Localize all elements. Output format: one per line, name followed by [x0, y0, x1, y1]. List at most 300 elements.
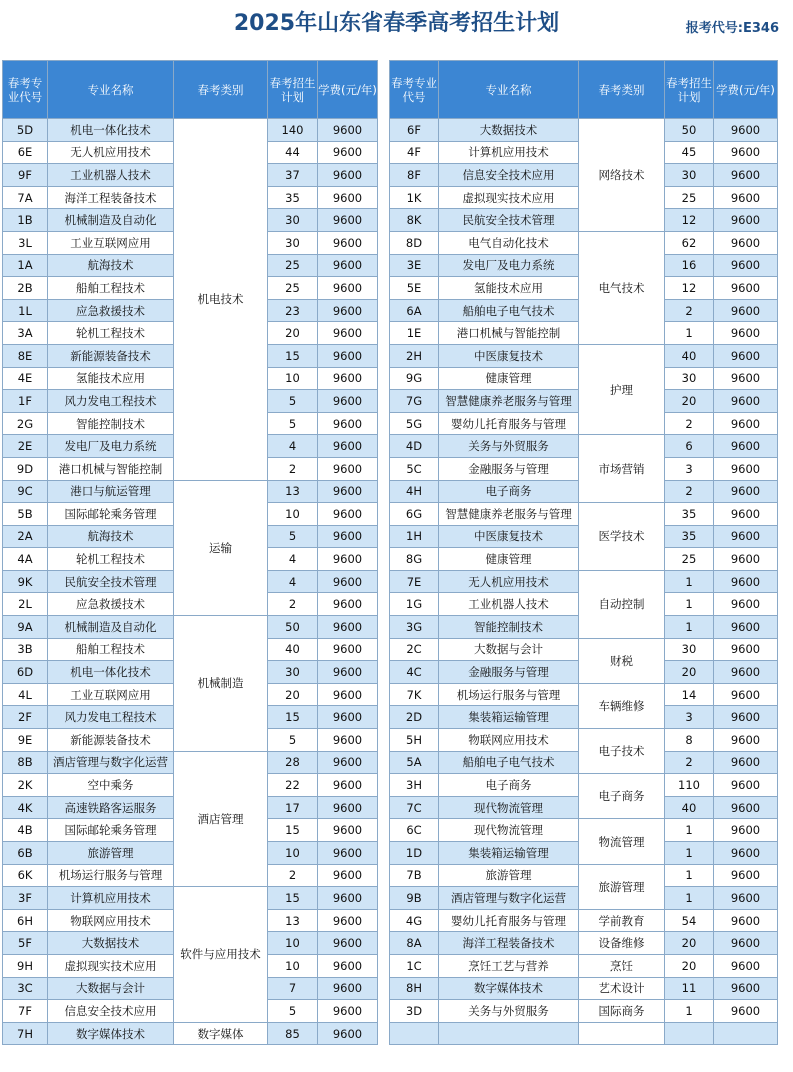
plan-count-cell: 37	[268, 164, 318, 187]
tuition-cell: 9600	[318, 299, 378, 322]
major-name-cell: 金融服务与管理	[439, 457, 579, 480]
tuition-cell: 9600	[318, 277, 378, 300]
plan-count-cell: 35	[665, 525, 714, 548]
major-code-cell: 6K	[3, 864, 48, 887]
tuition-cell: 9600	[318, 457, 378, 480]
major-code-cell: 2H	[390, 344, 439, 367]
tuition-cell: 9600	[318, 435, 378, 458]
plan-count-cell: 4	[268, 435, 318, 458]
tuition-cell: 9600	[714, 186, 778, 209]
major-name-cell: 大数据与会计	[439, 638, 579, 661]
major-name-cell: 信息安全技术应用	[48, 1000, 174, 1023]
tuition-cell: 9600	[318, 638, 378, 661]
category-cell: 国际商务	[579, 1000, 665, 1023]
plan-count-cell: 140	[268, 119, 318, 142]
tuition-cell: 9600	[714, 322, 778, 345]
plan-count-cell: 62	[665, 231, 714, 254]
header-fee: 学费(元/年)	[714, 61, 778, 119]
category-cell: 机械制造	[174, 616, 268, 752]
table-row	[3, 751, 378, 774]
tuition-cell: 9600	[714, 1000, 778, 1023]
plan-count-cell: 1	[665, 1000, 714, 1023]
major-name-cell: 机场运行服务与管理	[48, 864, 174, 887]
plan-count-cell: 2	[665, 299, 714, 322]
tuition-cell: 9600	[318, 842, 378, 865]
major-code-cell: 1H	[390, 525, 439, 548]
tuition-cell: 9600	[714, 164, 778, 187]
header-category: 春考类别	[579, 61, 665, 119]
header-plan: 春考招生计划	[268, 61, 318, 119]
plan-count-cell: 6	[665, 435, 714, 458]
category-cell: 电气技术	[579, 231, 665, 344]
major-name-cell: 中医康复技术	[439, 344, 579, 367]
table-row	[390, 909, 778, 932]
category-cell: 运输	[174, 480, 268, 616]
category-cell: 电子技术	[579, 729, 665, 774]
major-code-cell: 8B	[3, 751, 48, 774]
tuition-cell: 9600	[714, 864, 778, 887]
major-name-cell: 工业机器人技术	[439, 593, 579, 616]
major-code-cell: 7C	[390, 796, 439, 819]
major-code-cell: 4K	[3, 796, 48, 819]
major-name-cell: 新能源装备技术	[48, 729, 174, 752]
major-name-cell: 婴幼儿托育服务与管理	[439, 909, 579, 932]
major-name-cell: 虚拟现实技术应用	[439, 186, 579, 209]
tuition-cell: 9600	[318, 525, 378, 548]
major-code-cell: 5B	[3, 503, 48, 526]
plan-count-cell: 8	[665, 729, 714, 752]
major-name-cell: 机场运行服务与管理	[439, 683, 579, 706]
major-code-cell: 2D	[390, 706, 439, 729]
plan-count-cell: 30	[665, 164, 714, 187]
tuition-cell: 9600	[318, 141, 378, 164]
tuition-cell: 9600	[318, 932, 378, 955]
major-name-cell: 港口机械与智能控制	[48, 457, 174, 480]
header-row	[3, 61, 378, 119]
plan-count-cell: 35	[268, 186, 318, 209]
plan-count-cell: 5	[268, 525, 318, 548]
tuition-cell: 9600	[318, 390, 378, 413]
tuition-cell: 9600	[714, 435, 778, 458]
major-name-cell: 发电厂及电力系统	[439, 254, 579, 277]
right-plan-table	[389, 60, 778, 1045]
tuition-cell: 9600	[714, 254, 778, 277]
major-code-cell: 7E	[390, 570, 439, 593]
tuition-cell: 9600	[714, 796, 778, 819]
plan-count-cell: 3	[665, 457, 714, 480]
major-code-cell: 3H	[390, 774, 439, 797]
plan-count-cell: 20	[268, 683, 318, 706]
tuition-cell: 9600	[714, 457, 778, 480]
major-name-cell: 虚拟现实技术应用	[48, 954, 174, 977]
major-code-cell: 5D	[3, 119, 48, 142]
plan-count-cell: 1	[665, 864, 714, 887]
tuition-cell: 9600	[318, 864, 378, 887]
plan-count-cell: 45	[665, 141, 714, 164]
major-name-cell: 国际邮轮乘务管理	[48, 819, 174, 842]
major-name-cell: 电子商务	[439, 480, 579, 503]
major-name-cell: 航海技术	[48, 525, 174, 548]
plan-count-cell: 23	[268, 299, 318, 322]
tuition-cell: 9600	[714, 119, 778, 142]
major-code-cell: 2B	[3, 277, 48, 300]
plan-count-cell: 14	[665, 683, 714, 706]
table-row	[390, 119, 778, 142]
major-name-cell: 风力发电工程技术	[48, 390, 174, 413]
tuition-cell: 9600	[714, 616, 778, 639]
major-code-cell	[390, 1022, 439, 1045]
major-name-cell: 婴幼儿托育服务与管理	[439, 412, 579, 435]
tuition-cell: 9600	[714, 503, 778, 526]
major-name-cell: 酒店管理与数字化运营	[439, 887, 579, 910]
tuition-cell: 9600	[318, 322, 378, 345]
plan-count-cell: 1	[665, 616, 714, 639]
major-code-cell: 6B	[3, 842, 48, 865]
header-code: 春考专业代号	[3, 61, 48, 119]
tuition-cell: 9600	[714, 593, 778, 616]
major-code-cell: 7G	[390, 390, 439, 413]
major-code-cell: 8A	[390, 932, 439, 955]
major-name-cell: 船舶工程技术	[48, 638, 174, 661]
major-code-cell: 9F	[3, 164, 48, 187]
major-name-cell: 海洋工程装备技术	[439, 932, 579, 955]
major-code-cell: 2K	[3, 774, 48, 797]
major-code-cell: 8H	[390, 977, 439, 1000]
major-code-cell: 3C	[3, 977, 48, 1000]
plan-count-cell: 25	[665, 186, 714, 209]
header-major: 专业名称	[439, 61, 579, 119]
major-name-cell: 国际邮轮乘务管理	[48, 503, 174, 526]
plan-count-cell: 15	[268, 819, 318, 842]
tuition-cell: 9600	[318, 254, 378, 277]
major-name-cell: 智慧健康养老服务与管理	[439, 390, 579, 413]
plan-count-cell: 2	[268, 457, 318, 480]
major-code-cell: 4C	[390, 661, 439, 684]
tuition-cell: 9600	[318, 887, 378, 910]
plan-count-cell: 30	[268, 209, 318, 232]
plan-count-cell: 11	[665, 977, 714, 1000]
major-code-cell: 6H	[3, 909, 48, 932]
major-code-cell: 1K	[390, 186, 439, 209]
tuition-cell: 9600	[318, 1000, 378, 1023]
major-name-cell: 高速铁路客运服务	[48, 796, 174, 819]
plan-count-cell: 44	[268, 141, 318, 164]
plan-count-cell: 25	[665, 548, 714, 571]
tuition-cell: 9600	[714, 751, 778, 774]
major-code-cell: 5G	[390, 412, 439, 435]
table-row	[390, 977, 778, 1000]
plan-count-cell: 1	[665, 322, 714, 345]
plan-count-cell: 17	[268, 796, 318, 819]
plan-count-cell: 15	[268, 706, 318, 729]
tuition-cell: 9600	[318, 480, 378, 503]
category-cell: 自动控制	[579, 570, 665, 638]
category-cell: 机电技术	[174, 119, 268, 481]
table-row	[390, 503, 778, 526]
major-code-cell: 1F	[3, 390, 48, 413]
major-name-cell: 港口与航运管理	[48, 480, 174, 503]
major-name-cell: 旅游管理	[439, 864, 579, 887]
table-row	[3, 480, 378, 503]
major-name-cell: 健康管理	[439, 548, 579, 571]
plan-count-cell: 5	[268, 729, 318, 752]
tuition-cell: 9600	[714, 977, 778, 1000]
tuition-cell: 9600	[714, 141, 778, 164]
major-name-cell: 电子商务	[439, 774, 579, 797]
major-name-cell: 物联网应用技术	[48, 909, 174, 932]
major-name-cell: 机械制造及自动化	[48, 616, 174, 639]
major-code-cell: 6A	[390, 299, 439, 322]
plan-count-cell: 28	[268, 751, 318, 774]
major-name-cell: 现代物流管理	[439, 819, 579, 842]
tuition-cell: 9600	[714, 819, 778, 842]
table-row	[390, 231, 778, 254]
tuition-cell: 9600	[318, 570, 378, 593]
tuition-cell: 9600	[714, 367, 778, 390]
major-name-cell: 机电一体化技术	[48, 661, 174, 684]
plan-count-cell: 5	[268, 412, 318, 435]
tuition-cell: 9600	[318, 412, 378, 435]
plan-count-cell: 10	[268, 503, 318, 526]
tuition-cell: 9600	[714, 638, 778, 661]
major-code-cell: 1A	[3, 254, 48, 277]
category-cell: 医学技术	[579, 503, 665, 571]
major-code-cell: 9C	[3, 480, 48, 503]
major-code-cell: 7F	[3, 1000, 48, 1023]
table-row	[3, 616, 378, 639]
tuition-cell: 9600	[714, 774, 778, 797]
major-name-cell: 烹饪工艺与营养	[439, 954, 579, 977]
category-cell: 旅游管理	[579, 864, 665, 909]
tuition-cell: 9600	[714, 209, 778, 232]
table-row	[390, 954, 778, 977]
major-code-cell: 3A	[3, 322, 48, 345]
plan-count-cell: 3	[665, 706, 714, 729]
plan-count-cell: 25	[268, 254, 318, 277]
major-code-cell: 8F	[390, 164, 439, 187]
category-cell: 车辆维修	[579, 683, 665, 728]
major-code-cell: 3D	[390, 1000, 439, 1023]
major-name-cell: 关务与外贸服务	[439, 1000, 579, 1023]
major-code-cell: 1E	[390, 322, 439, 345]
major-code-cell: 5E	[390, 277, 439, 300]
plan-count-cell: 12	[665, 277, 714, 300]
plan-count-cell: 12	[665, 209, 714, 232]
major-name-cell: 轮机工程技术	[48, 322, 174, 345]
major-name-cell: 工业互联网应用	[48, 231, 174, 254]
major-name-cell: 大数据与会计	[48, 977, 174, 1000]
tuition-cell: 9600	[318, 796, 378, 819]
category-cell: 设备维修	[579, 932, 665, 955]
plan-count-cell: 50	[665, 119, 714, 142]
plan-count-cell: 10	[268, 954, 318, 977]
tuition-cell: 9600	[714, 412, 778, 435]
header-plan: 春考招生计划	[665, 61, 714, 119]
category-cell: 学前教育	[579, 909, 665, 932]
major-name-cell: 信息安全技术应用	[439, 164, 579, 187]
table-row	[390, 1000, 778, 1023]
major-name-cell: 工业互联网应用	[48, 683, 174, 706]
table-row	[390, 729, 778, 752]
major-code-cell: 3E	[390, 254, 439, 277]
major-name-cell: 电气自动化技术	[439, 231, 579, 254]
tuition-cell: 9600	[318, 954, 378, 977]
plan-count-cell: 5	[268, 390, 318, 413]
plan-count-cell: 40	[268, 638, 318, 661]
major-code-cell: 7K	[390, 683, 439, 706]
major-name-cell: 船舶电子电气技术	[439, 299, 579, 322]
major-name-cell: 工业机器人技术	[48, 164, 174, 187]
tuition-cell: 9600	[714, 683, 778, 706]
table-row	[3, 887, 378, 910]
major-name-cell: 氢能技术应用	[439, 277, 579, 300]
plan-count-cell: 10	[268, 842, 318, 865]
tuition-cell: 9600	[318, 367, 378, 390]
table-row	[390, 638, 778, 661]
major-name-cell: 数字媒体技术	[439, 977, 579, 1000]
major-code-cell: 6D	[3, 661, 48, 684]
tuition-cell: 9600	[714, 231, 778, 254]
major-code-cell: 7A	[3, 186, 48, 209]
major-code-cell: 5F	[3, 932, 48, 955]
header-fee: 学费(元/年)	[318, 61, 378, 119]
tuition-cell: 9600	[318, 503, 378, 526]
plan-count-cell: 22	[268, 774, 318, 797]
tuition-cell: 9600	[318, 164, 378, 187]
plan-count-cell: 15	[268, 344, 318, 367]
category-cell: 艺术设计	[579, 977, 665, 1000]
major-code-cell: 5C	[390, 457, 439, 480]
tuition-cell: 9600	[318, 231, 378, 254]
major-name-cell: 关务与外贸服务	[439, 435, 579, 458]
tuition-cell: 9600	[318, 774, 378, 797]
tuition-cell: 9600	[714, 390, 778, 413]
tuition-cell: 9600	[714, 909, 778, 932]
header-row	[390, 61, 778, 119]
major-code-cell: 1C	[390, 954, 439, 977]
plan-count-cell: 40	[665, 344, 714, 367]
major-code-cell: 6C	[390, 819, 439, 842]
plan-count-cell: 4	[268, 548, 318, 571]
plan-count-cell: 30	[268, 661, 318, 684]
page-title: 2025年山东省春季高考招生计划	[233, 11, 560, 36]
major-code-cell: 8G	[390, 548, 439, 571]
table-row	[390, 932, 778, 955]
plan-count-cell: 50	[268, 616, 318, 639]
major-name-cell: 港口机械与智能控制	[439, 322, 579, 345]
major-code-cell: 4E	[3, 367, 48, 390]
table-row	[3, 1022, 378, 1045]
header-code: 春考专业代号	[390, 61, 439, 119]
plan-count-cell: 20	[665, 390, 714, 413]
tuition-cell: 9600	[714, 729, 778, 752]
major-code-cell: 9E	[3, 729, 48, 752]
major-code-cell: 7H	[3, 1022, 48, 1045]
major-name-cell: 集装箱运输管理	[439, 842, 579, 865]
major-code-cell: 2G	[3, 412, 48, 435]
plan-count-cell: 1	[665, 819, 714, 842]
tuition-cell: 9600	[714, 570, 778, 593]
major-name-cell: 现代物流管理	[439, 796, 579, 819]
major-name-cell: 大数据技术	[439, 119, 579, 142]
tuition-cell: 9600	[318, 616, 378, 639]
major-name-cell: 发电厂及电力系统	[48, 435, 174, 458]
plan-count-cell: 15	[268, 887, 318, 910]
major-name-cell: 风力发电工程技术	[48, 706, 174, 729]
table-gutter	[380, 60, 388, 1071]
major-name-cell: 空中乘务	[48, 774, 174, 797]
plan-count-cell: 5	[268, 1000, 318, 1023]
major-code-cell: 4H	[390, 480, 439, 503]
major-code-cell: 4A	[3, 548, 48, 571]
major-code-cell: 9H	[3, 954, 48, 977]
major-name-cell: 健康管理	[439, 367, 579, 390]
category-cell: 烹饪	[579, 954, 665, 977]
major-name-cell: 中医康复技术	[439, 525, 579, 548]
major-name-cell: 航海技术	[48, 254, 174, 277]
major-name-cell: 集装箱运输管理	[439, 706, 579, 729]
tuition-cell: 9600	[714, 525, 778, 548]
major-name-cell: 轮机工程技术	[48, 548, 174, 571]
major-name-cell: 新能源装备技术	[48, 344, 174, 367]
major-code-cell: 2F	[3, 706, 48, 729]
major-name-cell: 物联网应用技术	[439, 729, 579, 752]
major-code-cell: 2L	[3, 593, 48, 616]
plan-count-cell: 2	[268, 593, 318, 616]
major-code-cell: 2C	[390, 638, 439, 661]
tuition-cell: 9600	[318, 819, 378, 842]
major-code-cell: 9D	[3, 457, 48, 480]
header-category: 春考类别	[174, 61, 268, 119]
plan-count-cell: 30	[665, 638, 714, 661]
category-cell: 市场营销	[579, 435, 665, 503]
plan-count-cell: 25	[268, 277, 318, 300]
tuition-cell: 9600	[714, 661, 778, 684]
category-cell: 网络技术	[579, 119, 665, 232]
tuition-cell: 9600	[318, 344, 378, 367]
table-row	[390, 683, 778, 706]
plan-count-cell: 40	[665, 796, 714, 819]
tuition-cell: 9600	[318, 661, 378, 684]
plan-count-cell: 2	[665, 412, 714, 435]
major-code-cell: 9A	[3, 616, 48, 639]
major-code-cell: 2E	[3, 435, 48, 458]
major-code-cell: 4D	[390, 435, 439, 458]
plan-count-cell: 1	[665, 570, 714, 593]
major-code-cell: 3F	[3, 887, 48, 910]
left-plan-table	[2, 60, 378, 1045]
major-name-cell: 计算机应用技术	[48, 887, 174, 910]
major-code-cell: 3B	[3, 638, 48, 661]
category-cell: 财税	[579, 638, 665, 683]
major-name-cell: 酒店管理与数字化运营	[48, 751, 174, 774]
major-code-cell: 1B	[3, 209, 48, 232]
plan-count-cell: 1	[665, 593, 714, 616]
major-name-cell: 民航安全技术管理	[48, 570, 174, 593]
tuition-cell: 9600	[714, 277, 778, 300]
plan-count-cell: 1	[665, 887, 714, 910]
major-code-cell: 8E	[3, 344, 48, 367]
major-name-cell: 应急救援技术	[48, 593, 174, 616]
major-code-cell: 4B	[3, 819, 48, 842]
major-code-cell: 3G	[390, 616, 439, 639]
plan-count-cell	[665, 1022, 714, 1045]
tuition-cell: 9600	[318, 209, 378, 232]
major-name-cell: 氢能技术应用	[48, 367, 174, 390]
tuition-cell	[714, 1022, 778, 1045]
major-name-cell: 船舶工程技术	[48, 277, 174, 300]
tuition-cell: 9600	[714, 706, 778, 729]
